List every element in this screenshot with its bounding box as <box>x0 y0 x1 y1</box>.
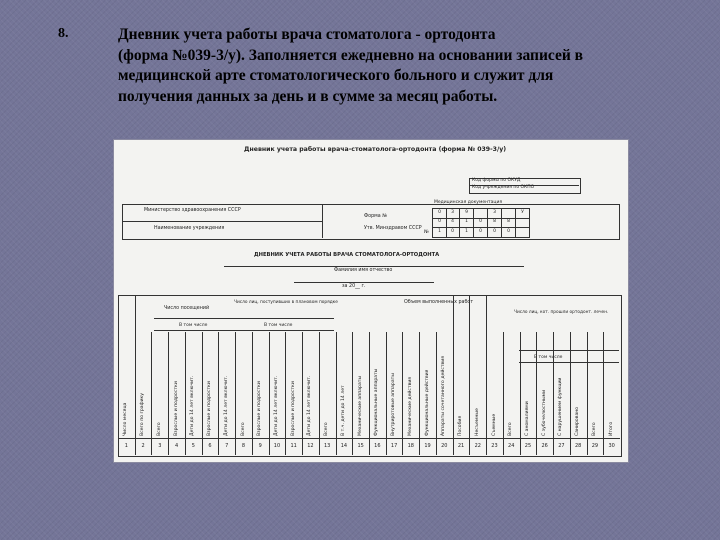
column-divider <box>252 332 253 455</box>
column-number: 23 <box>491 443 498 449</box>
column-label: Функциональные действия <box>424 369 430 436</box>
column-divider <box>553 332 554 455</box>
code-cell: 0 <box>488 228 502 238</box>
column-number: 20 <box>441 443 448 449</box>
column-number: 29 <box>591 443 599 449</box>
header-first-visits: Число лиц, поступивших в плановом порядке <box>234 300 338 305</box>
column-label: Несъемные <box>474 408 480 436</box>
column-label: Пособия <box>458 415 464 436</box>
column-label: Функциональные аппараты <box>374 368 380 436</box>
form-scan-image <box>114 140 628 462</box>
column-number: 21 <box>457 443 465 449</box>
column-label: Аппараты сочетанного действия <box>441 356 447 436</box>
column-label: С нарушением функции <box>558 377 564 436</box>
column-divider <box>319 332 320 455</box>
column-divider <box>269 332 270 455</box>
header-volume: Объем выполненных работ <box>404 300 474 305</box>
code-cell: 0 <box>502 228 516 238</box>
code-cell: 8 <box>502 218 516 228</box>
column-label: Всего <box>240 422 246 436</box>
okpo-label: Код учреждения по ОКПО <box>472 185 535 190</box>
column-number: 8 <box>241 443 246 449</box>
year-label: за 20__ г. <box>342 284 366 289</box>
column-divider <box>369 332 370 455</box>
column-divider <box>285 332 286 455</box>
column-number: 2 <box>141 443 145 449</box>
code-cell: 0 <box>474 228 488 238</box>
column-label: Взрослые и подростки <box>173 381 179 436</box>
code-cell: 1 <box>460 228 474 238</box>
ministry-label: Министерство здравоохранения СССР <box>144 208 241 213</box>
header-in-total-2: В том числе <box>264 323 293 328</box>
column-number: 7 <box>225 443 229 449</box>
column-label: Взрослые и подростки <box>207 381 213 436</box>
column-number: 27 <box>558 443 565 449</box>
column-number: 6 <box>208 443 212 449</box>
column-divider <box>402 332 403 455</box>
description-line-2: (форма №039-3/у). Заполняется ежедневно на основании записей в <box>118 46 584 64</box>
column-number: 15 <box>357 443 364 449</box>
column-divider <box>520 332 521 455</box>
med-doc-label: Медицинская документация <box>434 200 503 205</box>
column-divider <box>486 295 487 455</box>
column-number: 17 <box>390 443 398 449</box>
column-number: 5 <box>191 443 195 449</box>
column-label: Всего <box>508 422 514 436</box>
code-cell: 0 <box>446 228 460 238</box>
column-label: Всего по графику <box>140 392 146 436</box>
column-label: Дети до 14 лет включит. <box>190 375 196 436</box>
code-cell: 8 <box>488 218 502 228</box>
column-number: 4 <box>174 443 179 449</box>
column-divider <box>570 332 571 455</box>
column-divider <box>302 332 303 455</box>
slide-description <box>118 25 688 107</box>
code-cell: 0 <box>474 218 488 228</box>
code-cell: 0 <box>432 218 447 228</box>
column-number: 26 <box>541 443 548 449</box>
code-cell <box>516 228 530 238</box>
column-divider <box>453 295 454 455</box>
column-number: 9 <box>258 443 262 449</box>
column-number: 12 <box>307 443 314 449</box>
column-label: Всего <box>156 422 162 436</box>
column-label: Всего <box>324 422 330 436</box>
column-label: С зубочелюстными <box>541 389 547 436</box>
column-label: Итого <box>608 421 614 436</box>
column-label: Число месяца <box>123 402 129 436</box>
column-divider <box>603 332 604 455</box>
institution-label: Наименование учреждения <box>154 226 225 231</box>
header-visits: Число посещений <box>164 306 210 311</box>
column-number: 30 <box>608 443 615 449</box>
column-divider <box>536 332 537 455</box>
column-number: 18 <box>407 443 414 449</box>
column-number: 11 <box>290 443 297 449</box>
column-number: 3 <box>158 443 162 449</box>
column-number: 14 <box>340 443 348 449</box>
column-number: 16 <box>374 443 381 449</box>
column-divider <box>168 332 169 455</box>
form-title: Дневник учета работы врача-стоматолога-ортодонта (форма № 039-3/у) <box>244 146 507 153</box>
header-in-total-3: В том числе <box>534 355 563 360</box>
okud-label: Код формы по ОКУД <box>472 178 521 183</box>
code-cell: 1 <box>432 228 447 238</box>
code-cell: 3 <box>446 208 460 219</box>
code-cell: 9 <box>460 208 474 219</box>
column-number: 22 <box>474 443 481 449</box>
form-subtitle: ДНЕВНИК УЧЕТА РАБОТЫ ВРАЧА СТОМАТОЛОГА-ОРТОДОНТА <box>254 252 440 258</box>
column-number: 25 <box>524 443 532 449</box>
description-line-4: получения данных за день и в сумме за месяц работы. <box>118 87 498 105</box>
header-in-total-1: В том числе <box>179 323 208 328</box>
description-line-3: медицинской арте стоматологического больного и служит для <box>118 67 554 84</box>
code-cell: 4 <box>446 218 460 228</box>
header-treated: Число лиц, кот. прошли ортодонт. лечен. <box>514 310 609 315</box>
column-divider <box>218 332 219 455</box>
form-number-label: Форма № <box>364 214 388 219</box>
column-divider <box>135 295 136 455</box>
column-divider <box>185 332 186 455</box>
column-divider <box>352 332 353 455</box>
slide-number: 8. <box>58 26 69 41</box>
column-label: Санировано <box>575 406 581 436</box>
column-divider <box>151 332 152 455</box>
column-number: 19 <box>424 443 431 449</box>
code-cell: 0 <box>432 208 447 219</box>
column-label: Дети до 14 лет включит. <box>273 375 279 436</box>
number-label: № <box>424 230 429 235</box>
column-divider <box>469 295 470 455</box>
column-divider <box>235 332 236 455</box>
column-divider <box>587 332 588 455</box>
column-divider <box>436 332 437 455</box>
description-line-1: Дневник учета работы врача стоматолога - ортодонта <box>118 26 496 43</box>
code-cell: У <box>516 208 530 219</box>
column-number: 28 <box>574 443 582 449</box>
column-number: 13 <box>323 443 331 449</box>
column-label: Взрослые и подростки <box>257 381 263 436</box>
column-number: 1 <box>124 443 128 449</box>
approved-label: Утв. Минздравом СССР <box>364 226 422 231</box>
column-divider <box>386 332 387 455</box>
column-label: Всего <box>591 422 597 436</box>
column-divider <box>419 332 420 455</box>
column-number: 24 <box>508 443 515 449</box>
column-label: С аномалиями <box>524 401 530 436</box>
column-label: Съемные <box>491 413 497 436</box>
column-label: Внутриротовые аппараты <box>391 373 397 436</box>
fio-label: Фамилия имя отчество <box>334 268 393 273</box>
column-label: Механические аппараты <box>357 375 363 436</box>
column-number: 10 <box>273 443 281 449</box>
code-cell: 3 <box>488 208 502 219</box>
column-label: Дети до 14 лет включит. <box>307 375 313 436</box>
code-cell: 1 <box>460 218 474 228</box>
code-cell <box>516 218 530 228</box>
column-label: Дети до 14 лет включит. <box>223 375 229 436</box>
column-label: Механические действия <box>407 376 413 436</box>
column-divider <box>336 332 337 455</box>
column-label: В т.ч. дети до 14 лет <box>340 385 346 436</box>
column-divider <box>503 332 504 455</box>
column-divider <box>202 332 203 455</box>
column-label: Взрослые и подростки <box>290 381 296 436</box>
